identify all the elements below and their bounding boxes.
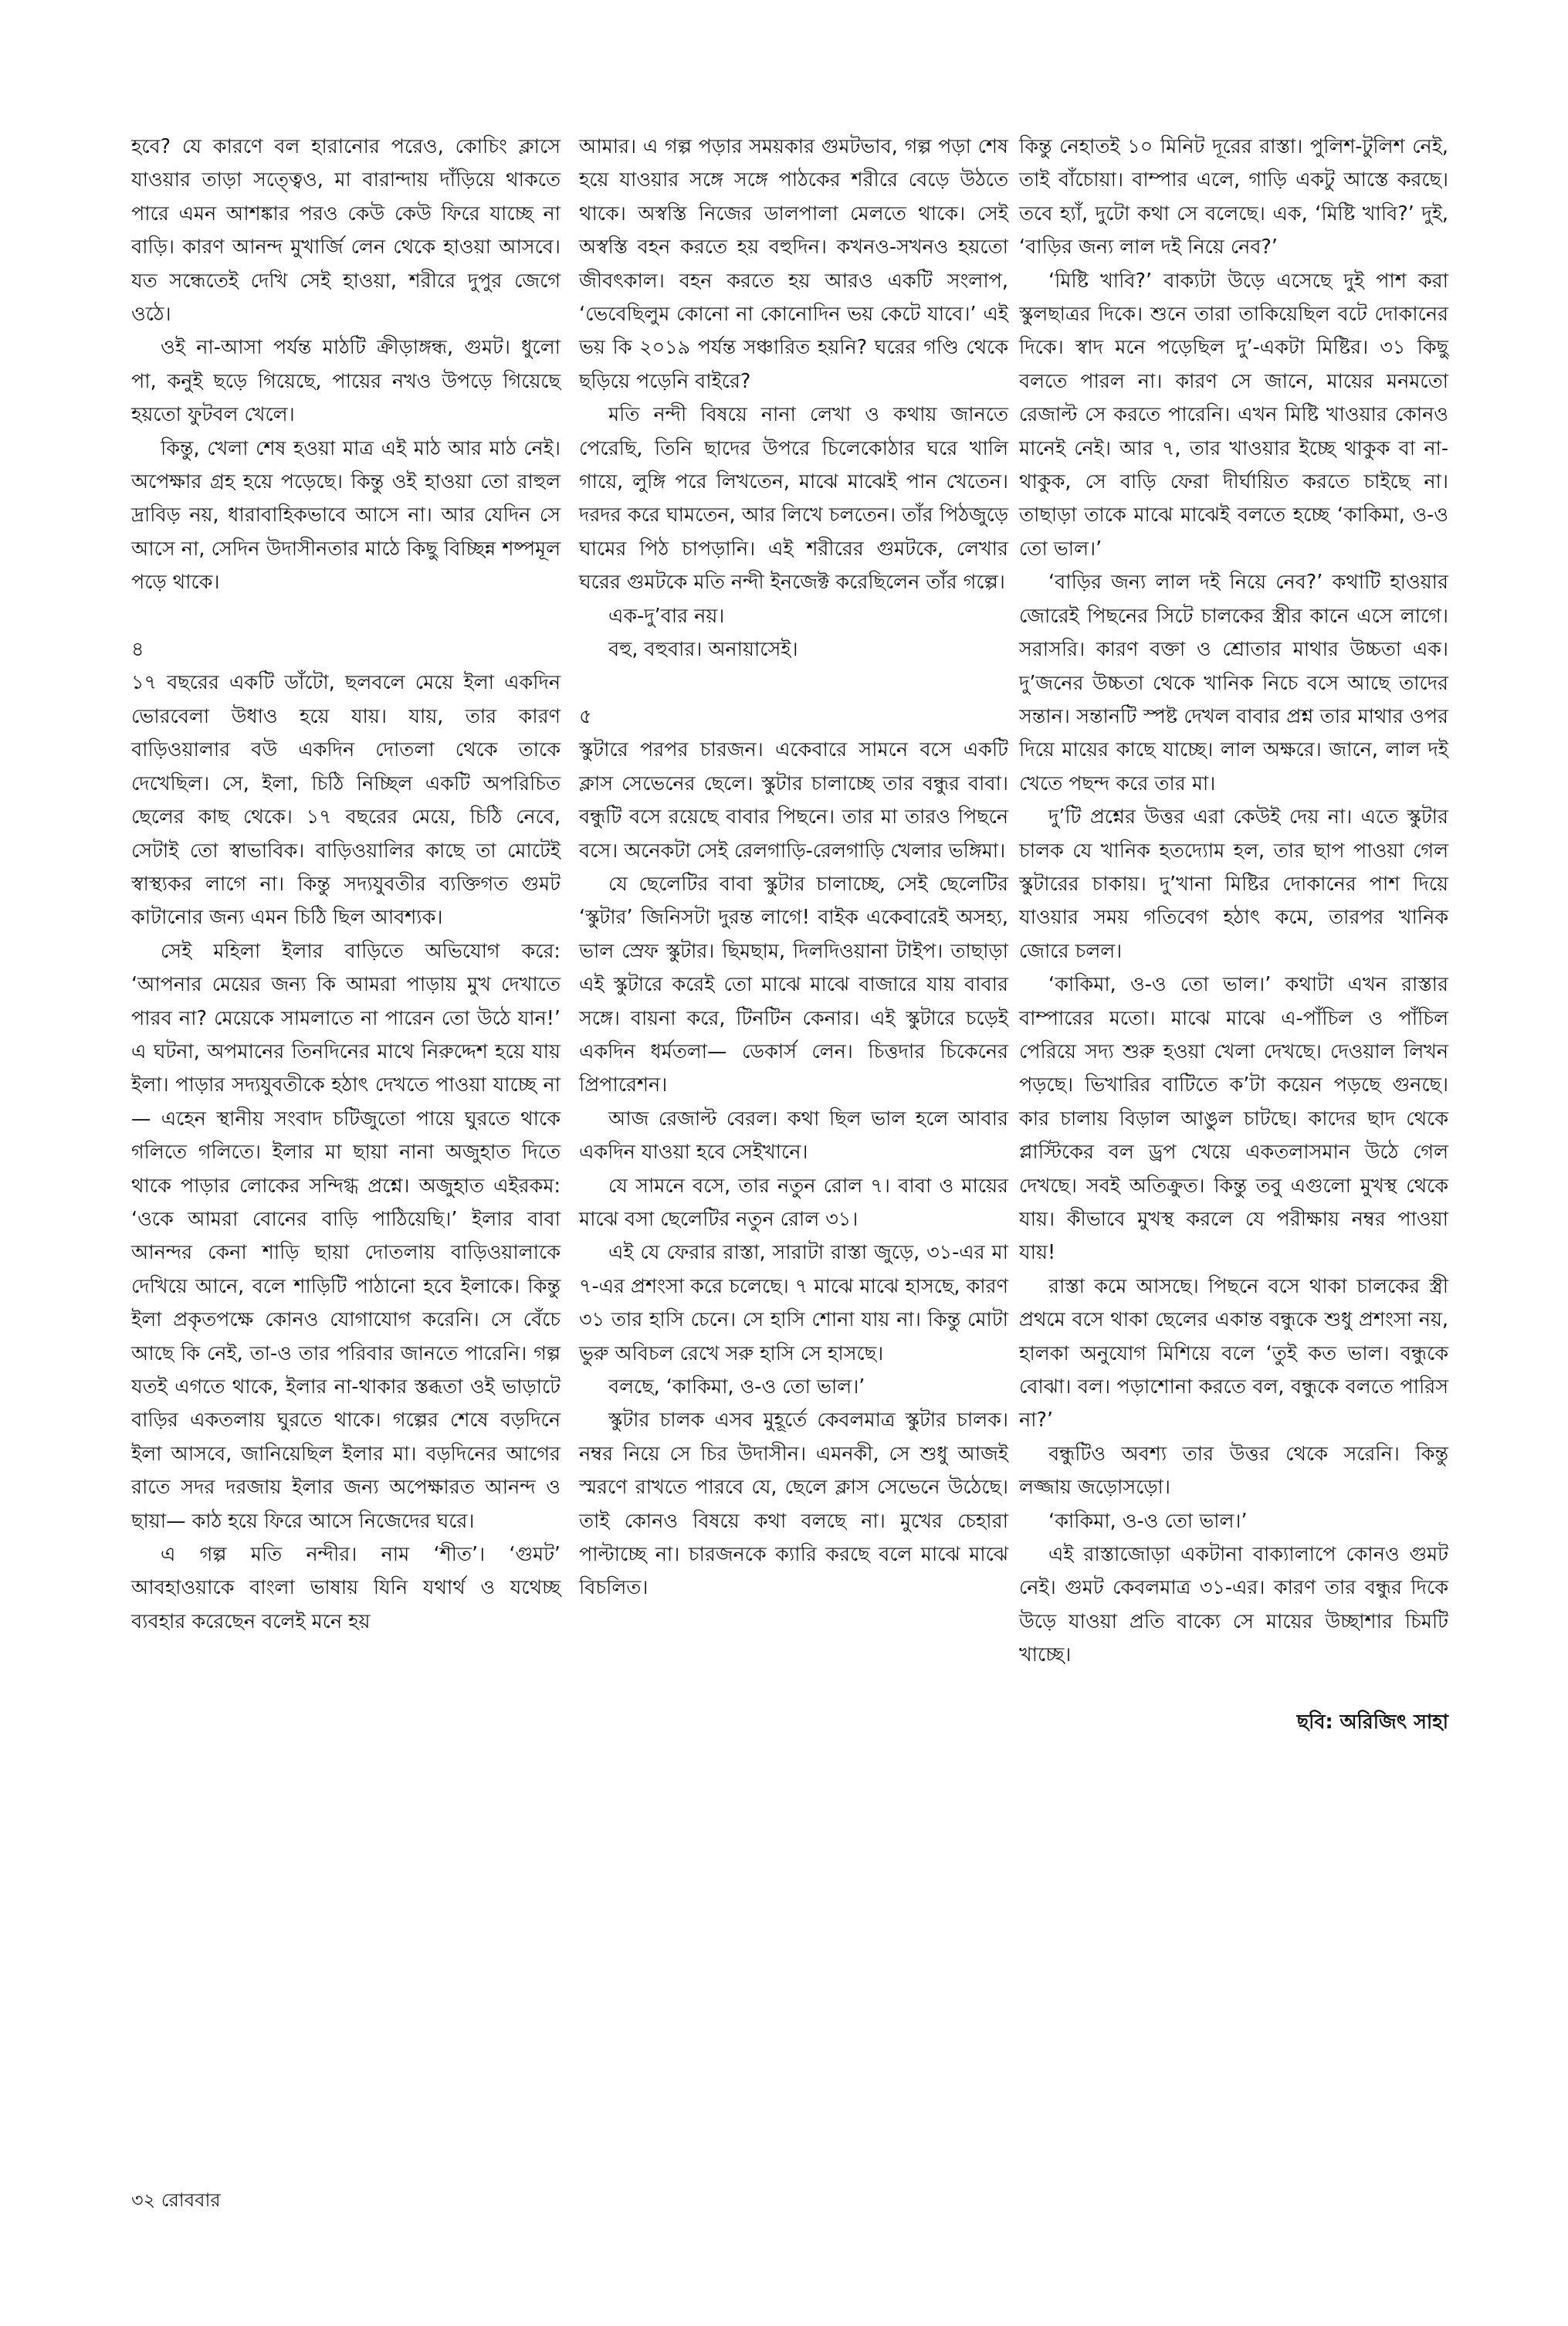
paragraph: বহু, বহুবার। অনায়াসেই। bbox=[608, 637, 798, 661]
paragraph: যে ছেলেটির বাবা স্কুটার চালাচ্ছে, সেই ছেলেটির ‘স্কুটার’ জিনিসটা দুরন্ত লাগে! বাইক একেবারেই অসহ্য, ভাল স্রেফ স্কুটার। ছিমছাম, দিলদিওয়ানা টাইপ। তাছাড়া এই স্কুটারে করেই তো মাঝে মাঝে বাজারে যায় বাবার সঙ্গে। বায়না করে, টিনটিন কেনার। এই স্কুটারে চড়েই একদিন ধর্মতলা— ডেকার্স লেন। চিত্তদার চিকেনের প্রিপারেশন। bbox=[579, 871, 1008, 1097]
paragraph: ওই না-আসা পর্যন্ত মাঠটি ক্রীড়াঙ্গন্ধ, গুমট। ধুলো পা, কনুই ছড়ে গিয়েছে, পায়ের নখও উপড়ে গিয়েছে হয়তো ফুটবল খেলে। bbox=[131, 335, 560, 426]
paragraph: ‘কাকিমা, ও-ও তো ভাল।’ কথাটা এখন রাস্তার বাম্পারের মতো। মাঝে মাঝে এ-পাঁচিল ও পাঁচিল পেরিয়ে সদ্য শুরু হওয়া খেলা দেখছে। দেওয়াল লিখন পড়ছে। ভিখারির বাটিতে ক’টা কয়েন পড়ছে গুনছে। কার চালায় বিড়াল আঙুল চাটছে। কাদের ছাদ থেকে প্লাস্টিকের বল ড্রপ খেয়ে একতলাসমান উঠে গেল দেখছে। সবই অতিক্রুত। কিন্তু তবু এগুলো মুখস্থ থেকে যায়। কীভাবে মুখস্থ করলে যে পরীক্ষায় নম্বর পাওয়া যায়! bbox=[1019, 972, 1448, 1264]
article-column-1 bbox=[131, 130, 560, 1638]
article-column-3 bbox=[1019, 130, 1448, 1738]
paragraph: ‘বাড়ির জন্য লাল দই নিয়ে নেব?’ কথাটি হাওয়ার জোরেই পিছনের সিটে চালকের স্ত্রীর কানে এসে লাগে। সরাসরি। কারণ বক্তা ও শ্রোতার মাথার উচ্চতা এক। দু’জনের উচ্চতা থেকে খানিক নিচে বসে আছে তাদের সন্তান। সন্তানটি স্পষ্ট দেখল বাবার প্রশ্ন তার মাথার ওপর দিয়ে মায়ের কাছে যাচ্ছে। লাল অক্ষরে। জানে, লাল দই খেতে পছন্দ করে তার মা। bbox=[1019, 570, 1448, 795]
paragraph: আজ রেজাল্ট বেরল। কথা ছিল ভাল হলে আবার একদিন যাওয়া হবে সেইখানে। bbox=[579, 1106, 1008, 1164]
paragraph: এই যে ফেরার রাস্তা, সারাটা রাস্তা জুড়ে, ৩১-এর মা ৭-এর প্রশংসা করে চলেছে। ৭ মাঝে মাঝে হাসছে, কারণ ৩১ তার হাসি চেনে। সে হাসি শোনা যায় না। কিন্তু মোটা ভুরু অবিচল রেখে সরু হাসি সে হাসছে। bbox=[579, 1240, 1008, 1365]
article-column-2 bbox=[579, 130, 1008, 1605]
paragraph: কিন্তু, খেলা শেষ হওয়া মাত্র এই মাঠ আর মাঠ নেই। অপেক্ষার গ্রহ হয়ে পড়েছে। কিন্তু ওই হাওয়া তো রাহুল দ্রাবিড় নয়, ধারাবাহিকভাবে আসে না। আর যেদিন সে আসে না, সেদিন উদাসীনতার মাঠে কিছু বিচ্ছিন্ন শষ্পমূল পড়ে থাকে। bbox=[131, 436, 560, 594]
paragraph: আমার। এ গল্প পড়ার সময়কার গুমটভাব, গল্প পড়া শেষ হয়ে যাওয়ার সঙ্গে সঙ্গে পাঠকের শরীরে বেড়ে উঠতে থাকে। অস্বস্তি নিজের ডালপালা মেলতে থাকে। সেই অস্বস্তি বহন করতে হয় বহুদিন। কখনও-সখনও হয়তো জীবৎকাল। বহন করতে হয় আরও একটি সংলাপ, ‘ভেবেছিলুম কোনো না কোনোদিন ভয় কেটে যাবে।’ এই ভয় কি ২০১৯ পর্যন্ত সঞ্চারিত হয়নি? ঘরের গণ্ডি থেকে ছড়িয়ে পড়েনি বাইরে? bbox=[579, 134, 1008, 392]
section-number: ৪ bbox=[131, 637, 144, 661]
paragraph: সেই মহিলা ইলার বাড়িতে অভিযোগ করে: ‘আপনার মেয়ের জন্য কি আমরা পাড়ায় মুখ দেখাতে পারব না? মেয়েকে সামলাতে না পারেন তো উঠে যান!’ এ ঘটনা, অপমানের তিনদিনের মাথে নিরুদ্দেশ হয়ে যায় ইলা। পাড়ার সদ্যযুবতীকে হঠাৎ দেখতে পাওয়া যাচ্ছে না— এহেন স্থানীয় সংবাদ চটিজুতো পায়ে ঘুরতে থাকে গলিতে গলিতে। ইলার মা ছায়া নানা অজুহাত দিতে থাকে পাড়ার লোকের সন্দিগ্ধ প্রশ্নে। অজুহাত এইরকম: ‘ওকে আমরা বোনের বাড়ি পাঠিয়েছি।’ ইলার বাবা আনন্দর কেনা শাড়ি ছায়া দোতলায় বাড়িওয়ালাকে দেখিয়ে আনে, বলে শাড়িটি পাঠানো হবে ইলাকে। কিন্তু ইলা প্রকৃতপক্ষে কোনও যোগাযোগ করেনি। সে বেঁচে আছে কি নেই, তা-ও তার পরিবার জানতে পারেনি। গল্প যতই এগতে থাকে, ইলার না-থাকার স্তব্ধতা ওই ভাড়াটে বাড়ির একতলায় ঘুরতে থাকে। গল্পের শেষে বড়দিনে ইলা আসবে, জানিয়েছিল ইলার মা। বড়দিনের আগের রাতে সদর দরজায় ইলার জন্য অপেক্ষারত আনন্দ ও ছায়া— কাঠ হয়ে ফিরে আসে নিজেদের ঘরে। bbox=[131, 938, 560, 1532]
paragraph: এ গল্প মতি নন্দীর। নাম ‘শীত’। ‘গুমট’ আবহাওয়াকে বাংলা ভাষায় যিনি যথার্থ ও যথেচ্ছ ব্যবহার করেছেন বলেই মনে হয় bbox=[131, 1542, 560, 1633]
paragraph: এক-দু’বার নয়। bbox=[608, 603, 725, 627]
paragraph: ১৭ বছরের একটি ডাঁটো, ছলবলে মেয়ে ইলা একদিন ভোরবেলা উধাও হয়ে যায়। যায়, তার কারণ বাড়িওয়ালার বউ একদিন দোতলা থেকে তাকে দেখেছিল। সে, ইলা, চিঠি নিচ্ছিল একটি অপরিচিত ছেলের কাছ থেকে। ১৭ বছরের মেয়ে, চিঠি নেবে, সেটাই তো স্বাভাবিক। বাড়িওয়ালির কাছে তা মোটেই স্বাস্থ্যকর লাগে না। কিন্তু সদ্যযুবতীর ব্যক্তিগত গুমট কাটানোর জন্য এমন চিঠি ছিল আবশ্যক। bbox=[131, 670, 560, 929]
paragraph: এই রাস্তাজোড়া একটানা বাক্যালাপে কোনও গুমট নেই। গুমট কেবলমাত্র ৩১-এর। কারণ তার বন্ধুর দিকে উড়ে যাওয়া প্রতি বাক্যে সে মায়ের উচ্ছাশার চিমটি খাচ্ছে। bbox=[1019, 1542, 1448, 1667]
section-number: ৫ bbox=[579, 704, 592, 727]
paragraph: হবে? যে কারণে বল হারানোর পরেও, কোচিং ক্লাসে যাওয়ার তাড়া সত্ত্বেও, মা বারান্দায় দাঁড়িয়ে থাকতে পারে এমন আশঙ্কার পরও কেউ কেউ ফিরে যাচ্ছে না বাড়ি। কারণ আনন্দ মুখার্জি লেন থেকে হাওয়া আসবে। যত সন্ধেতেই দেখি সেই হাওয়া, শরীরে দুপুর জেগে ওঠে। bbox=[131, 134, 560, 326]
paragraph: মতি নন্দী বিষয়ে নানা লেখা ও কথায় জানতে পেরেছি, তিনি ছাদের উপরে চিলেকোঠার ঘরে খালি গায়ে, লুঙ্গি পরে লিখতেন, মাঝে মাঝেই পান খেতেন। দরদর করে ঘামতেন, আর লিখে চলতেন। তাঁর পিঠজুড়ে ঘামের পিঠ চাপড়ানি। এই শরীরের গুমটকে, লেখার ঘরের গুমটকে মতি নন্দী ইনজেক্ট করেছিলেন তাঁর গল্পে। bbox=[579, 402, 1008, 594]
paragraph: স্কুটারে পরপর চারজন। একেবারে সামনে বসে একটি ক্লাস সেভেনের ছেলে। স্কুটার চালাচ্ছে তার বন্ধুর বাবা। বন্ধুটি বসে রয়েছে বাবার পিছনে। তার মা তারও পিছনে বসে। অনেকটা সেই রেলগাড়ি-রেলগাড়ি খেলার ভঙ্গিমা। bbox=[579, 737, 1008, 862]
paragraph: বলছে, ‘কাকিমা, ও-ও তো ভাল।’ bbox=[608, 1375, 865, 1399]
paragraph: যে সামনে বসে, তার নতুন রোল ৭। বাবা ও মায়ের মাঝে বসা ছেলেটির নতুন রোল ৩১। bbox=[579, 1173, 1008, 1230]
page-footer: ৩২ রোববার bbox=[131, 2189, 221, 2211]
paragraph: দু’টি প্রশ্নের উত্তর এরা কেউই দেয় না। এতে স্কুটার চালক যে খানিক হতদ্যোম হল, তার ছাপ পাওয়া গেল স্কুটারের চাকায়। দু’খানা মিষ্টির দোকানের পাশ দিয়ে যাওয়ার সময় গতিবেগ হঠাৎ কমে, তারপর খানিক জোরে চলল। bbox=[1019, 805, 1448, 962]
paragraph: ‘মিষ্টি খাবি?’ বাক্যটা উড়ে এসেছে দুই পাশ করা স্কুলছাত্রর দিকে। শুনে তারা তাকিয়েছিল বটে দোকানের দিকে। স্বাদ মনে পড়েছিল দু’-একটা মিষ্টির। ৩১ কিছু বলতে পারল না। কারণ সে জানে, মায়ের মনমতো রেজাল্ট সে করতে পারেনি। এখন মিষ্টি খাওয়ার কোনও মানেই নেই। আর ৭, তার খাওয়ার ইচ্ছে থাকুক বা না-থাকুক, সে বাড়ি ফেরা দীর্ঘায়িত করতে চাইছে না। তাছাড়া তাকে মাঝে মাঝেই বলতে হচ্ছে ‘কাকিমা, ও-ও তো ভাল।’ bbox=[1019, 268, 1448, 560]
paragraph: রাস্তা কমে আসছে। পিছনে বসে থাকা চালকের স্ত্রী প্রথমে বসে থাকা ছেলের একান্ত বন্ধুকে শুধু প্রশংসা নয়, হালকা অনুযোগ মিশিয়ে বলে ‘তুই কত ভাল। বন্ধুকে বোঝা। বল। পড়াশোনা করতে বল, বন্ধুকে বলতে পারিস না?’ bbox=[1019, 1273, 1448, 1432]
paragraph: বন্ধুটিও অবশ্য তার উত্তর থেকে সরেনি। কিন্তু লজ্জায় জড়োসড়ো। bbox=[1019, 1441, 1448, 1499]
paragraph: কিন্তু নেহাতই ১০ মিনিট দূরের রাস্তা। পুলিশ-টুলিশ নেই, তাই বাঁচোয়া। বাম্পার এলে, গাড়ি একটু আস্তে করছে। তবে হ্যাঁ, দুটো কথা সে বলেছে। এক, ‘মিষ্টি খাবি?’ দুই, ‘বাড়ির জন্য লাল দই নিয়ে নেব?’ bbox=[1019, 134, 1448, 259]
paragraph: স্কুটার চালক এসব মুহূর্তে কেবলমাত্র স্কুটার চালক। নম্বর নিয়ে সে চির উদাসীন। এমনকী, সে শুধু আজই স্মরণে রাখতে পারবে যে, ছেলে ক্লাস সেভেনে উঠেছে। তাই কোনও বিষয়ে কথা বলছে না। মুখের চেহারা পাল্টাচ্ছে না। চারজনকে ক্যারি করছে বলে মাঝে মাঝে বিচলিত। bbox=[579, 1408, 1008, 1599]
paragraph: ‘কাকিমা, ও-ও তো ভাল।’ bbox=[1048, 1508, 1248, 1532]
photo-credit: ছবি: অরিজিৎ সাহা bbox=[1296, 1709, 1448, 1733]
